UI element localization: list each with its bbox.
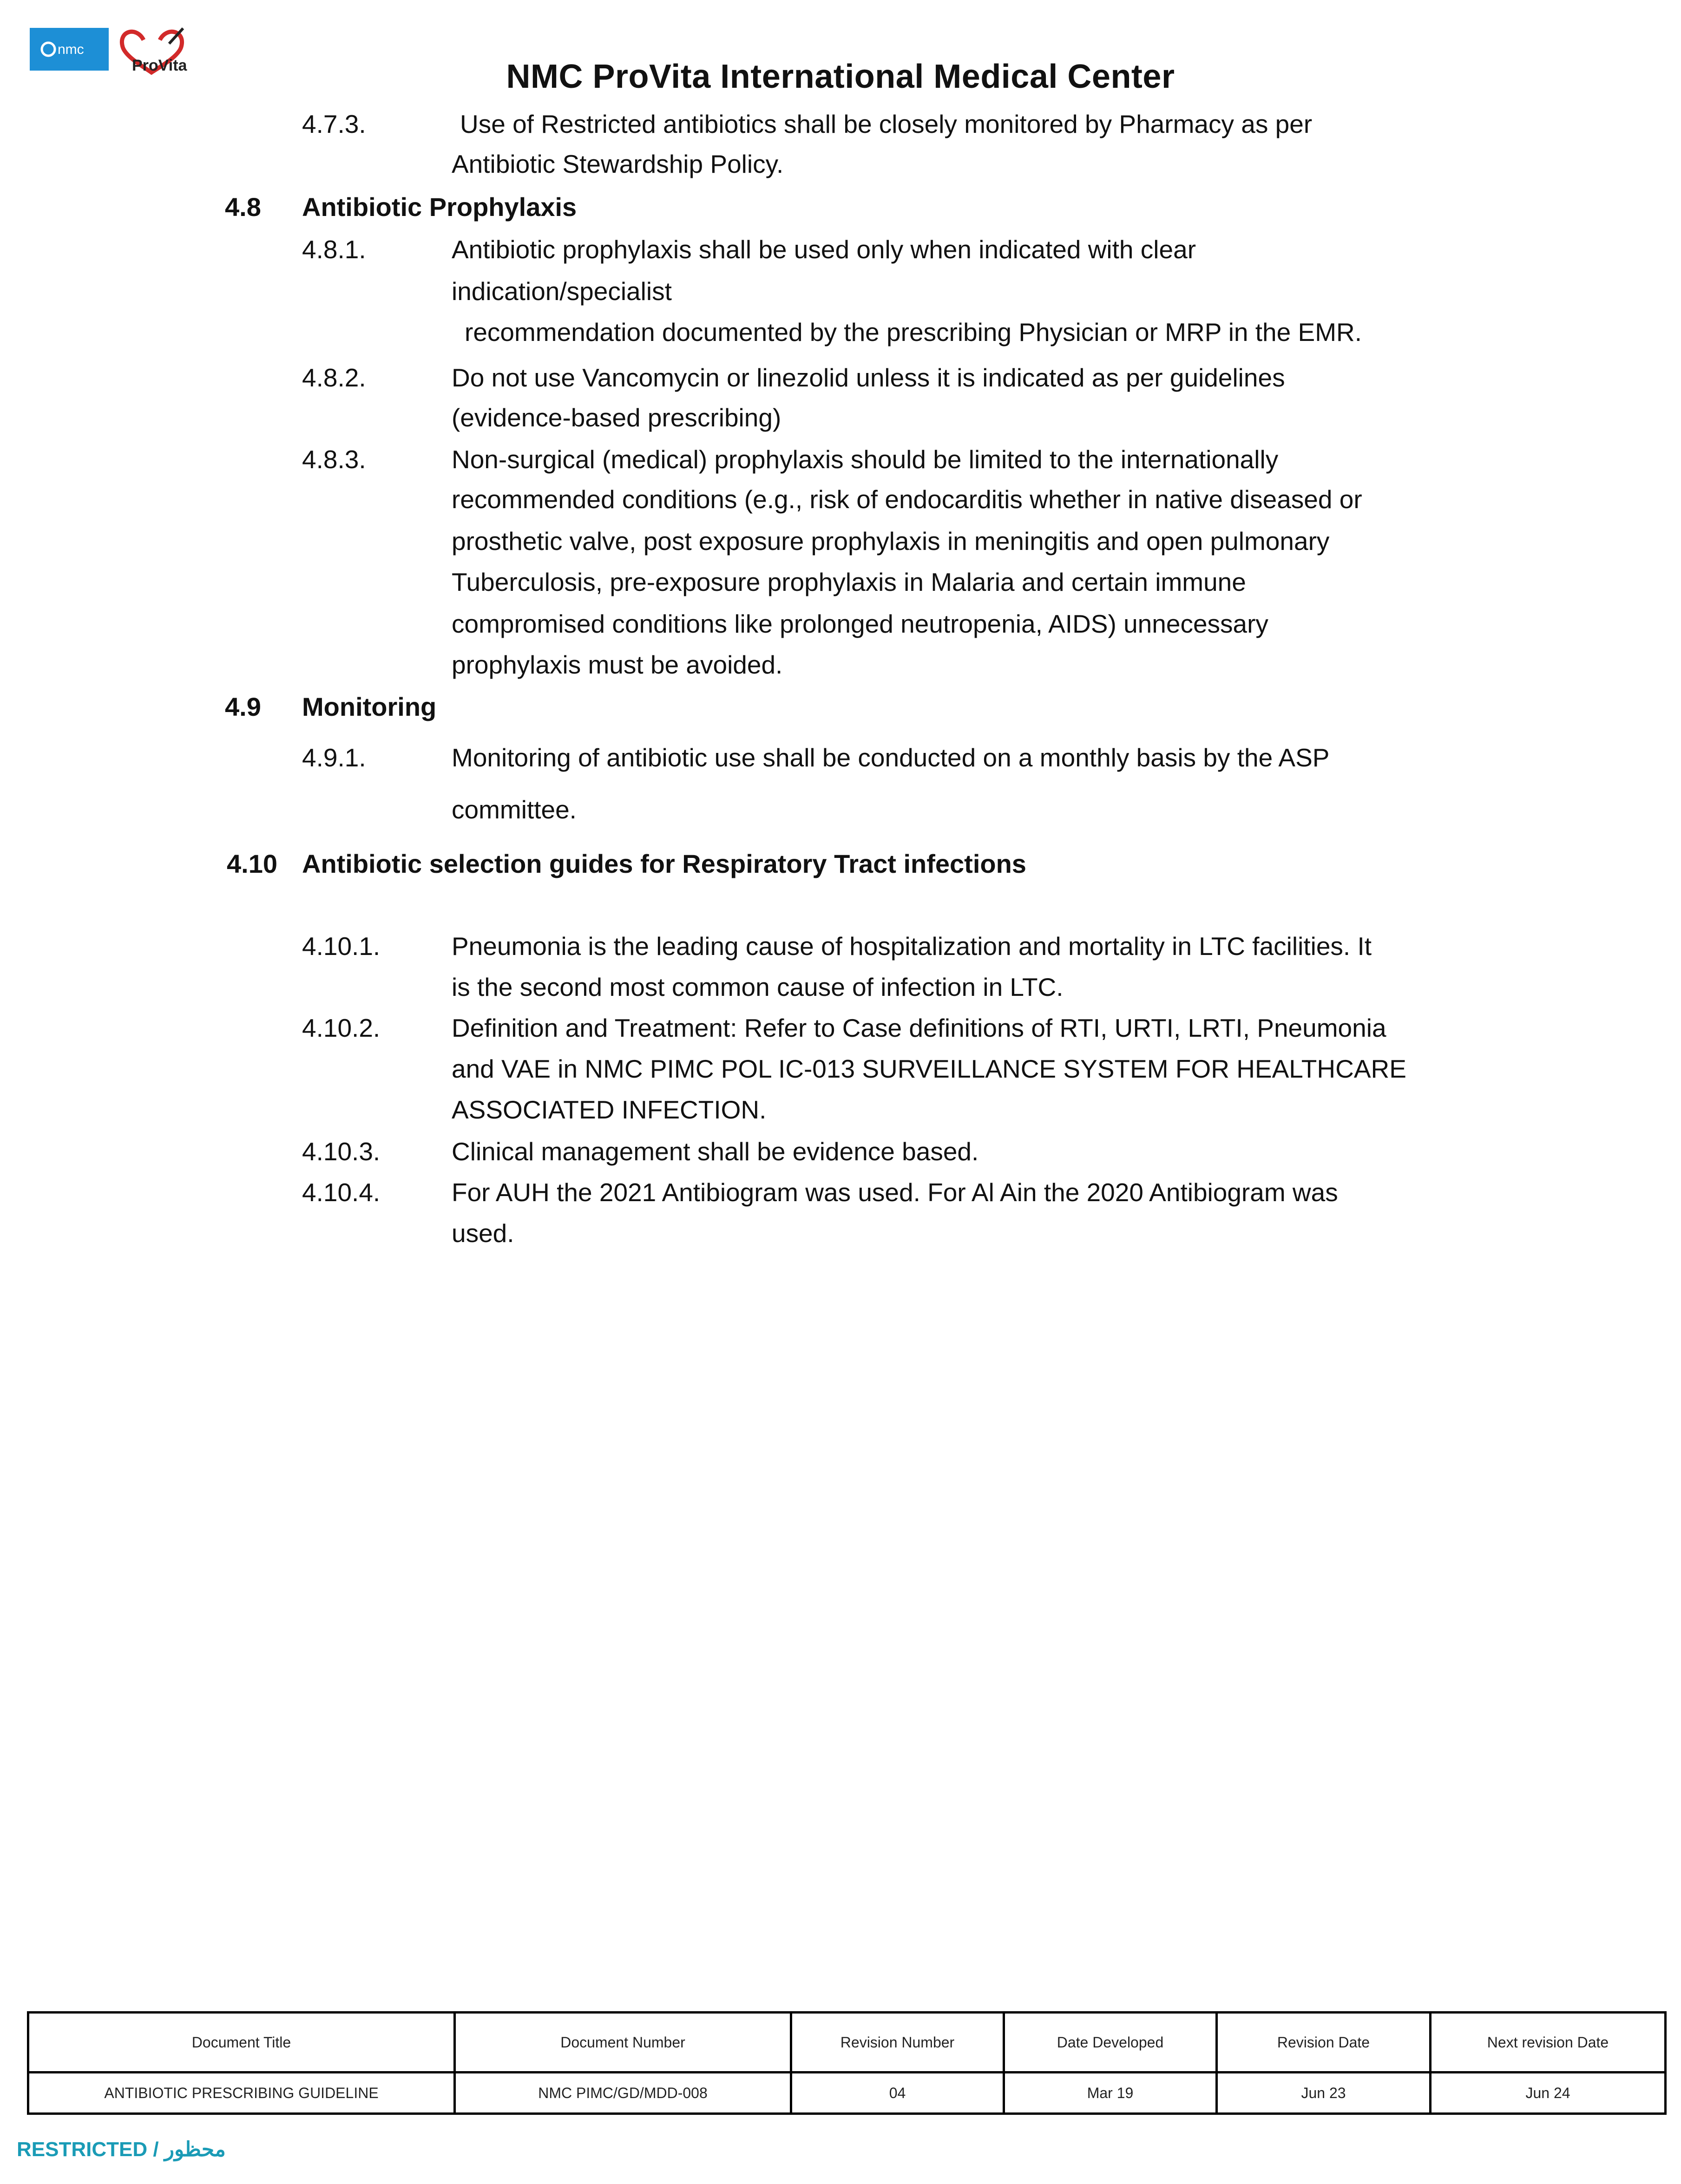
clause-number: 4.10.4.	[302, 1178, 381, 1207]
value-revision-date: Jun 23	[1217, 2073, 1431, 2114]
header-next-revision-date: Next revision Date	[1431, 2013, 1666, 2073]
restricted-label: RESTRICTED / محظور	[17, 2138, 226, 2161]
clause-text-line: Pneumonia is the leading cause of hospitalization and mortality in LTC facilities. It	[452, 932, 1372, 961]
clause-text-line: compromised conditions like prolonged neutropenia, AIDS) unnecessary	[452, 609, 1268, 638]
svg-text:nmc: nmc	[58, 42, 84, 57]
clause-text-line: indication/specialist	[452, 277, 672, 306]
clause-text-line: and VAE in NMC PIMC POL IC-013 SURVEILLANCE SYSTEM FOR HEALTHCARE	[452, 1054, 1406, 1083]
clause-number: 4.8.2.	[302, 363, 366, 392]
svg-text:ProVita: ProVita	[132, 57, 187, 74]
header-date-developed: Date Developed	[1004, 2013, 1217, 2073]
clause-text-line: Use of Restricted antibiotics shall be closely monitored by Pharmacy as per	[460, 110, 1313, 138]
clause-number: 4.10.3.	[302, 1137, 381, 1166]
clause-text-line: Clinical management shall be evidence based.	[452, 1137, 979, 1166]
clause-text-line: Do not use Vancomycin or linezolid unless it is indicated as per guidelines	[452, 363, 1285, 392]
clause-text-line: For AUH the 2021 Antibiogram was used. For Al Ain the 2020 Antibiogram was	[452, 1178, 1338, 1207]
clause-number: 4.8.1.	[302, 235, 366, 264]
clause-text-line: Antibiotic prophylaxis shall be used only when indicated with clear	[452, 235, 1196, 264]
clause-text-line: Monitoring of antibiotic use shall be conducted on a monthly basis by the ASP	[452, 743, 1330, 772]
section-heading: Monitoring	[302, 692, 437, 721]
clause-text-line: prophylaxis must be avoided.	[452, 650, 783, 679]
section-heading: Antibiotic selection guides for Respiratory Tract infections	[302, 849, 1026, 878]
clause-text-line: ASSOCIATED INFECTION.	[452, 1095, 767, 1124]
clause-number: 4.10.2.	[302, 1014, 381, 1042]
clause-text-line: recommendation documented by the prescribing Physician or MRP in the EMR.	[465, 318, 1362, 347]
page-title: NMC ProVita International Medical Center	[506, 58, 1175, 95]
header-document-number: Document Number	[455, 2013, 791, 2073]
table-row	[28, 2073, 1666, 2114]
clause-text-line: is the second most common cause of infection in LTC.	[452, 973, 1064, 1001]
document-control-table	[27, 2011, 1667, 2115]
clause-text-line: Tuberculosis, pre-exposure prophylaxis in Malaria and certain immune	[452, 568, 1246, 596]
clause-text-line: prosthetic valve, post exposure prophylaxis in meningitis and open pulmonary	[452, 527, 1330, 556]
value-document-title: ANTIBIOTIC PRESCRIBING GUIDELINE	[28, 2073, 455, 2114]
clause-number: 4.7.3.	[302, 110, 366, 138]
clause-text-line: Definition and Treatment: Refer to Case definitions of RTI, URTI, LRTI, Pneumonia	[452, 1014, 1386, 1042]
section-number: 4.9	[225, 692, 261, 721]
header-revision-number: Revision Number	[791, 2013, 1004, 2073]
clause-number: 4.9.1.	[302, 743, 366, 772]
clause-text-line: (evidence-based prescribing)	[452, 403, 781, 432]
table-header-row	[28, 2013, 1666, 2073]
clause-number: 4.10.1.	[302, 932, 381, 961]
clause-number: 4.8.3.	[302, 445, 366, 474]
clause-text-line: recommended conditions (e.g., risk of endocarditis whether in native diseased or	[452, 485, 1362, 514]
section-number: 4.8	[225, 192, 261, 222]
value-date-developed: Mar 19	[1004, 2073, 1217, 2114]
clause-text-line: committee.	[452, 795, 577, 824]
section-heading: Antibiotic Prophylaxis	[302, 192, 577, 222]
clause-text-line: used.	[452, 1219, 514, 1248]
header-revision-date: Revision Date	[1217, 2013, 1431, 2073]
value-document-number: NMC PIMC/GD/MDD-008	[455, 2073, 791, 2114]
header-document-title: Document Title	[28, 2013, 455, 2073]
clause-text-line: Non-surgical (medical) prophylaxis should be limited to the internationally	[452, 445, 1279, 474]
clause-text-line: Antibiotic Stewardship Policy.	[452, 150, 784, 178]
value-revision-number: 04	[791, 2073, 1004, 2114]
section-number: 4.10	[227, 849, 277, 878]
value-next-revision-date: Jun 24	[1431, 2073, 1666, 2114]
